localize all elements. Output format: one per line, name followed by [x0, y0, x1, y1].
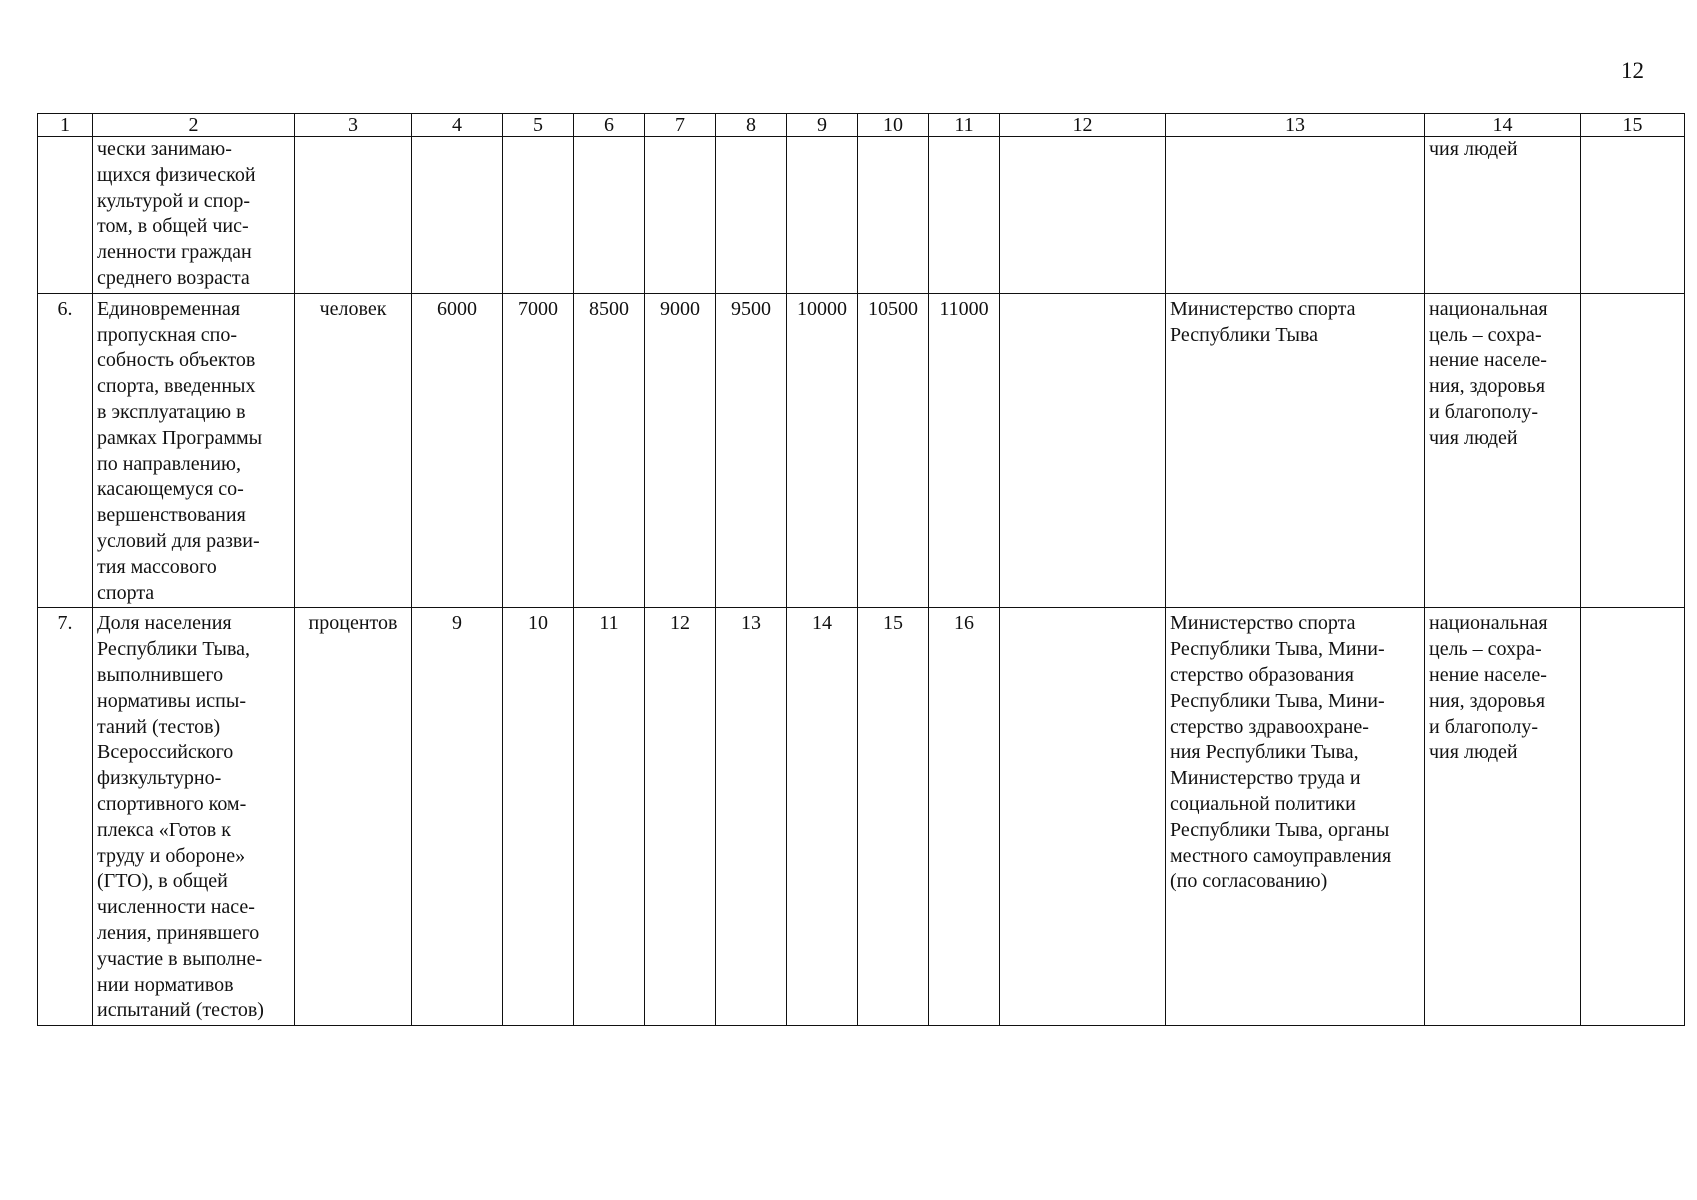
col15-cell	[1581, 608, 1685, 1026]
column-header: 6	[574, 114, 645, 137]
value-cell: 7000	[503, 293, 574, 608]
value-cell: 11000	[929, 293, 1000, 608]
unit: процентов	[295, 608, 412, 1026]
value-cell	[716, 137, 787, 294]
unit: человек	[295, 293, 412, 608]
column-header: 13	[1166, 114, 1425, 137]
column-header: 5	[503, 114, 574, 137]
column-header: 8	[716, 114, 787, 137]
col15-cell	[1581, 137, 1685, 294]
value-cell	[787, 137, 858, 294]
value-cell	[503, 137, 574, 294]
indicators-table	[37, 113, 1685, 1026]
value-cell: 12	[645, 608, 716, 1026]
indicator-name: Единовременная пропускная спо- собность объектов спорта, введенных в эксплуатацию в рамках Программы по направлению, касающемуся со- вершенствования условий для разви- тия массового спорта	[93, 293, 295, 608]
indicator-name: чески занимаю- щихся физической культурой и спор- том, в общей чис- ленности граждан среднего возраста	[93, 137, 295, 294]
value-cell: 14	[787, 608, 858, 1026]
value-cell: 15	[858, 608, 929, 1026]
column-header: 9	[787, 114, 858, 137]
row-number: 6.	[38, 293, 93, 608]
value-cell: 10000	[787, 293, 858, 608]
column-header: 12	[1000, 114, 1166, 137]
column-header: 4	[412, 114, 503, 137]
table-row	[38, 608, 1685, 1026]
column-header: 3	[295, 114, 412, 137]
column-header: 14	[1425, 114, 1581, 137]
value-cell	[574, 137, 645, 294]
goal-cell: чия людей	[1425, 137, 1581, 294]
value-cell: 9000	[645, 293, 716, 608]
value-cell: 10	[503, 608, 574, 1026]
value-cell: 11	[574, 608, 645, 1026]
value-cell: 16	[929, 608, 1000, 1026]
value-cell	[412, 137, 503, 294]
goal-cell: национальная цель – сохра- нение населе- ния, здоровья и благополу- чия людей	[1425, 608, 1581, 1026]
column-header: 15	[1581, 114, 1685, 137]
responsible-cell	[1166, 137, 1425, 294]
table-row-continuation	[38, 137, 1685, 294]
value-cell: 6000	[412, 293, 503, 608]
responsible-cell: Министерство спорта Республики Тыва, Мини- стерство образования Республики Тыва, Мини- стерство здравоохране- ния Республики Тыва, Министерство труда и социальной политики Республики Тыва, органы местного самоуправления (по согласованию)	[1166, 608, 1425, 1026]
value-cell	[645, 137, 716, 294]
value-cell	[929, 137, 1000, 294]
goal-cell: национальная цель – сохра- нение населе- ния, здоровья и благополу- чия людей	[1425, 293, 1581, 608]
indicator-name: Доля населения Республики Тыва, выполнившего нормативы испы- таний (тестов) Всероссийского физкультурно- спортивного ком- плекса «Готов к труду и обороне» (ГТО), в общей численности насе- ления, принявшего участие в выполне- нии нормативов испытаний (тестов)	[93, 608, 295, 1026]
column-header: 10	[858, 114, 929, 137]
column-header: 2	[93, 114, 295, 137]
value-cell	[858, 137, 929, 294]
col12-cell	[1000, 137, 1166, 294]
column-header: 11	[929, 114, 1000, 137]
value-cell: 10500	[858, 293, 929, 608]
responsible-cell: Министерство спорта Республики Тыва	[1166, 293, 1425, 608]
column-header: 1	[38, 114, 93, 137]
col12-cell	[1000, 608, 1166, 1026]
row-number	[38, 137, 93, 294]
column-header: 7	[645, 114, 716, 137]
col15-cell	[1581, 293, 1685, 608]
value-cell: 13	[716, 608, 787, 1026]
col12-cell	[1000, 293, 1166, 608]
table-header-row	[38, 114, 1685, 137]
value-cell: 8500	[574, 293, 645, 608]
unit	[295, 137, 412, 294]
value-cell: 9500	[716, 293, 787, 608]
table-row	[38, 293, 1685, 608]
value-cell: 9	[412, 608, 503, 1026]
row-number: 7.	[38, 608, 93, 1026]
page-number: 12	[1621, 58, 1644, 83]
